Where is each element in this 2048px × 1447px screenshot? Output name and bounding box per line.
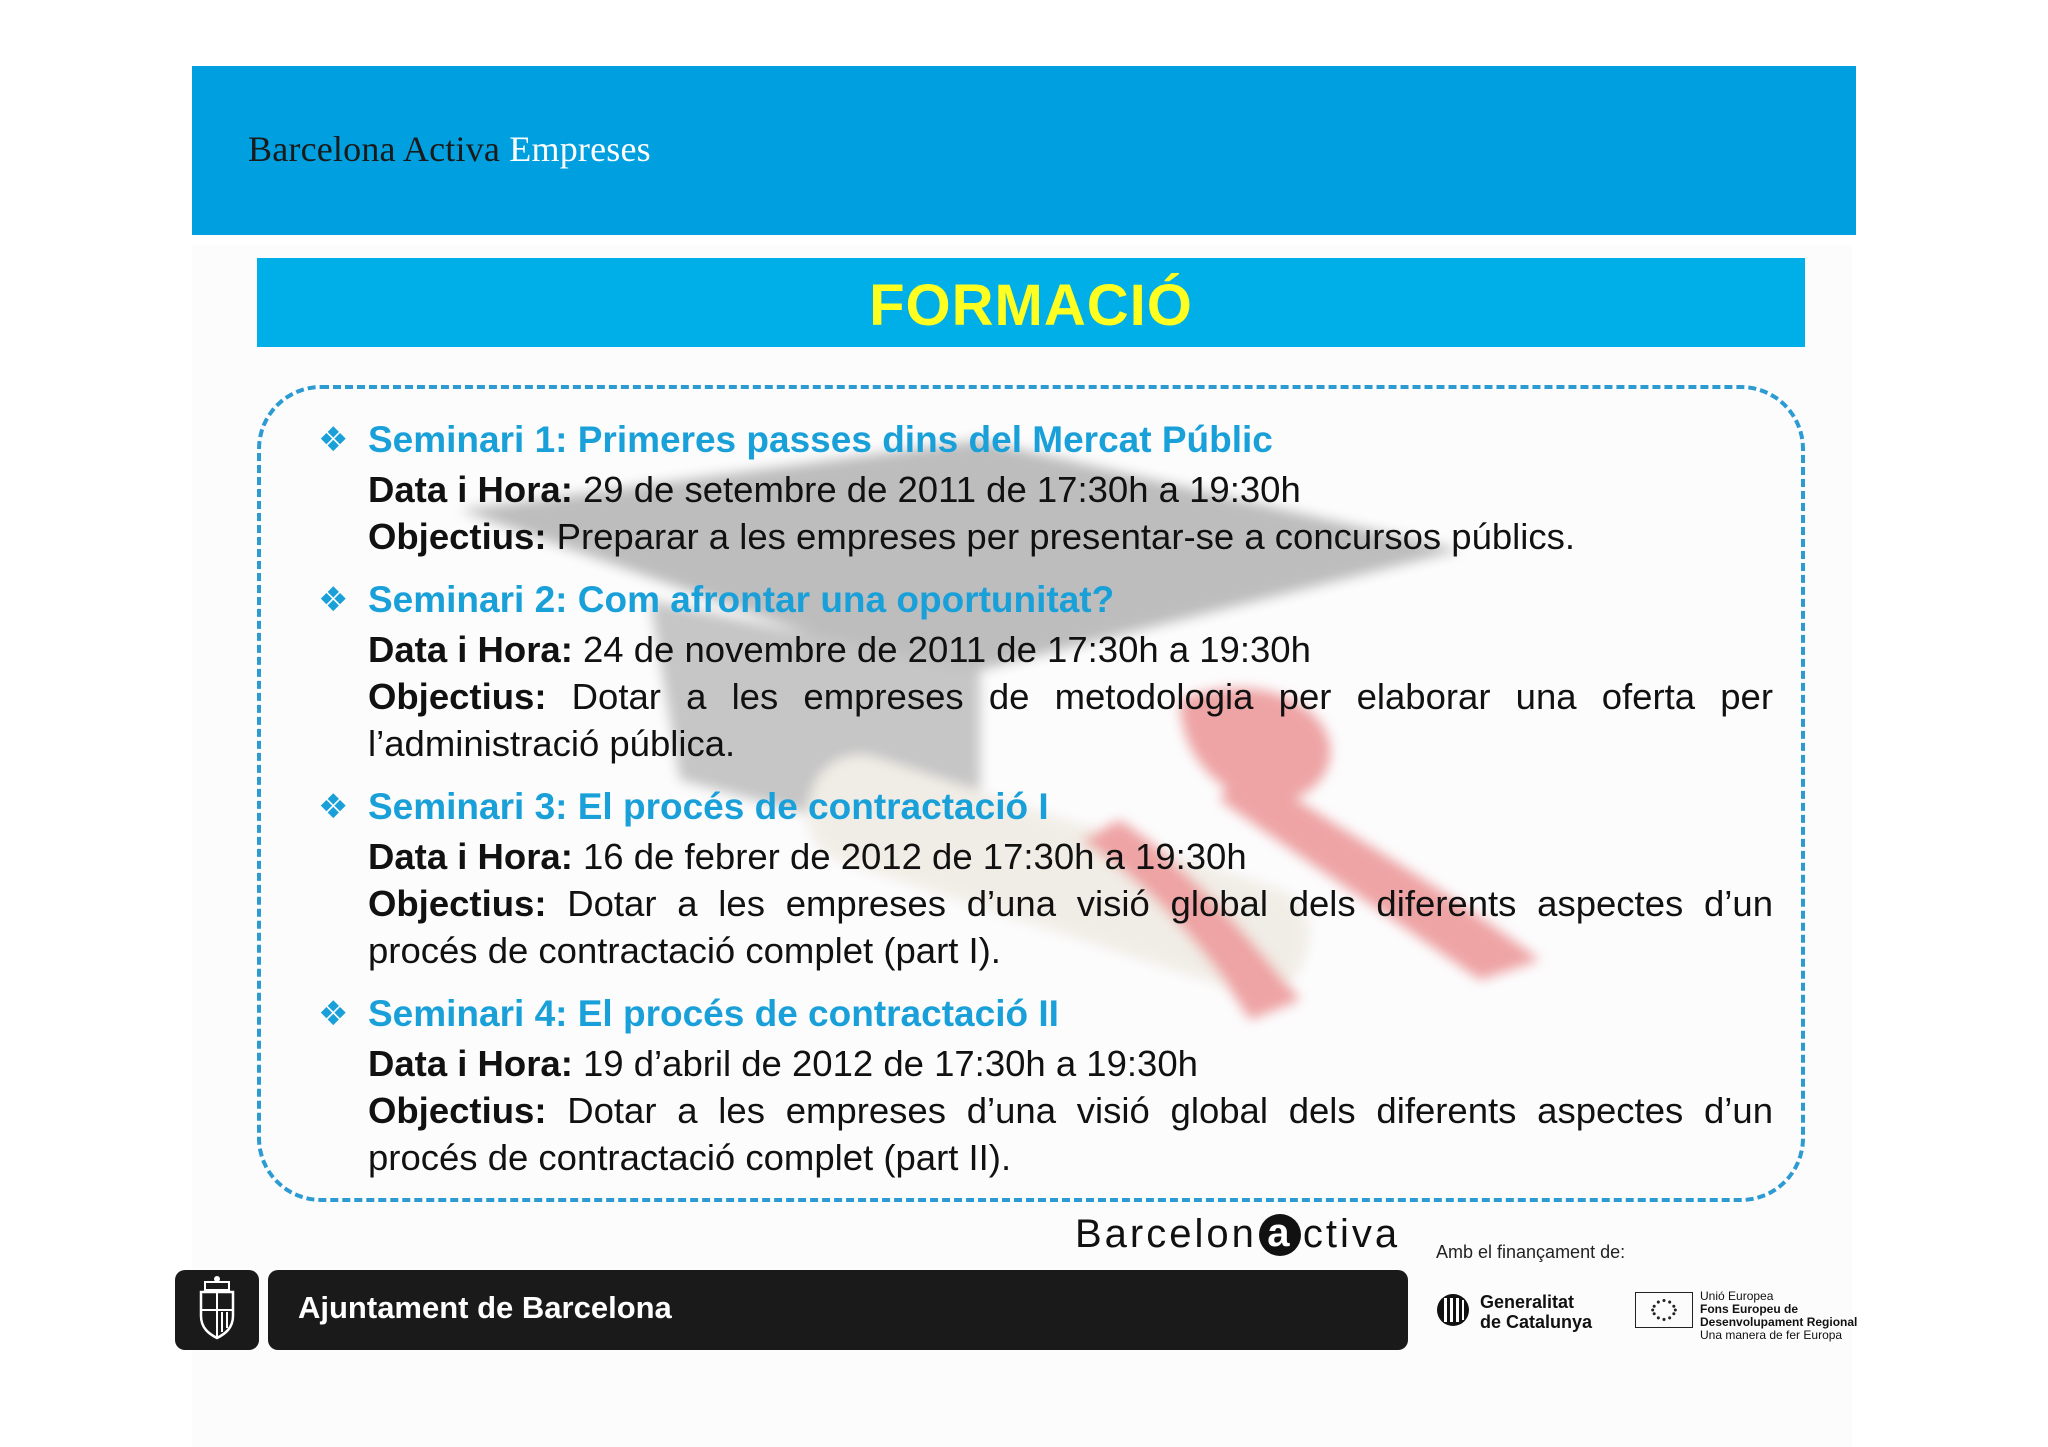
seminar-objective (368, 513, 1773, 560)
eu-line1: Unió Europea (1700, 1289, 1774, 1303)
seminar-objective (368, 880, 1773, 974)
seminar-objective (368, 1087, 1773, 1181)
eu-line3: Desenvolupament Regional (1700, 1315, 1858, 1329)
date-label: Data i Hora: (368, 469, 573, 510)
logo-a-circle: a (1259, 1214, 1301, 1256)
seminar-title-row (318, 414, 1773, 466)
barcelona-activa-logo (1075, 1212, 1400, 1257)
generalitat-logo-icon (1436, 1292, 1470, 1328)
seminar-title: Seminari 2: Com afrontar una oportunitat? (368, 579, 1115, 620)
seminar-title: Seminari 1: Primeres passes dins del Mercat Públic (368, 419, 1273, 460)
generalitat-name (1480, 1292, 1592, 1332)
date-value: 29 de setembre de 2011 de 17:30h a 19:30h (572, 469, 1301, 510)
seminar-item (318, 988, 1773, 1181)
seminar-list (318, 414, 1773, 1181)
header-banner (192, 66, 1856, 235)
seminar-date (368, 466, 1773, 513)
eu-line4: Una manera de fer Europa (1700, 1328, 1843, 1342)
objective-label: Objectius: (368, 1090, 547, 1131)
logo-text-start: Barcelon (1075, 1212, 1257, 1256)
seminar-date (368, 1040, 1773, 1087)
generalitat-line1: Generalitat (1480, 1292, 1575, 1312)
seminar-item (318, 574, 1773, 767)
seminar-objective (368, 673, 1773, 767)
ajuntament-crest-icon (175, 1270, 259, 1350)
crest-icon (175, 1270, 259, 1350)
objective-label: Objectius: (368, 676, 547, 717)
objective-label: Objectius: (368, 883, 547, 924)
generalitat-line2: de Catalunya (1480, 1312, 1593, 1332)
diamond-bullet-icon: ❖ (318, 421, 349, 459)
ajuntament-name: Ajuntament de Barcelona (298, 1290, 672, 1325)
date-value: 19 d’abril de 2012 de 17:30h a 19:30h (572, 1043, 1198, 1084)
objective-value: Dotar a les empreses d’una visió global dels diferents aspectes d’un procés de contractació complet (part I). (368, 883, 1773, 971)
diamond-bullet-icon: ❖ (318, 581, 349, 619)
ajuntament-bar (268, 1270, 1408, 1350)
diamond-bullet-icon: ❖ (318, 995, 349, 1033)
logo-text-end: ctiva (1302, 1212, 1401, 1256)
objective-value: Preparar a les empreses per presentar-se a concursos públics. (546, 516, 1576, 557)
seminar-date (368, 626, 1773, 673)
objective-label: Objectius: (368, 516, 547, 557)
date-label: Data i Hora: (368, 836, 573, 877)
seminar-title: Seminari 4: El procés de contractació II (368, 993, 1059, 1034)
seminar-title-row (318, 574, 1773, 626)
title-bar (257, 258, 1805, 347)
eu-flag-icon (1635, 1292, 1693, 1328)
date-label: Data i Hora: (368, 629, 573, 670)
page-title: FORMACIÓ (869, 273, 1193, 338)
seminar-date (368, 833, 1773, 880)
objective-value: Dotar a les empreses d’una visió global dels diferents aspectes d’un procés de contractació complet (part II). (368, 1090, 1773, 1178)
seminar-title: Seminari 3: El procés de contractació I (368, 786, 1049, 827)
seminar-title-row (318, 988, 1773, 1040)
date-value: 24 de novembre de 2011 de 17:30h a 19:30h (572, 629, 1311, 670)
brand-logo-light-text: Empreses (509, 129, 651, 169)
date-label: Data i Hora: (368, 1043, 573, 1084)
eu-fund-text (1700, 1290, 1857, 1342)
seminar-item (318, 414, 1773, 560)
seminar-title-row (318, 781, 1773, 833)
diamond-bullet-icon: ❖ (318, 788, 349, 826)
funding-label: Amb el finançament de: (1436, 1242, 1626, 1262)
eu-line2: Fons Europeu de (1700, 1302, 1799, 1316)
objective-value: Dotar a les empreses de metodologia per elaborar una oferta per l’administració pública. (368, 676, 1773, 764)
seminar-item (318, 781, 1773, 974)
brand-logo-dark-text: Barcelona Activa (248, 129, 510, 169)
brand-logo (248, 128, 651, 170)
date-value: 16 de febrer de 2012 de 17:30h a 19:30h (572, 836, 1247, 877)
